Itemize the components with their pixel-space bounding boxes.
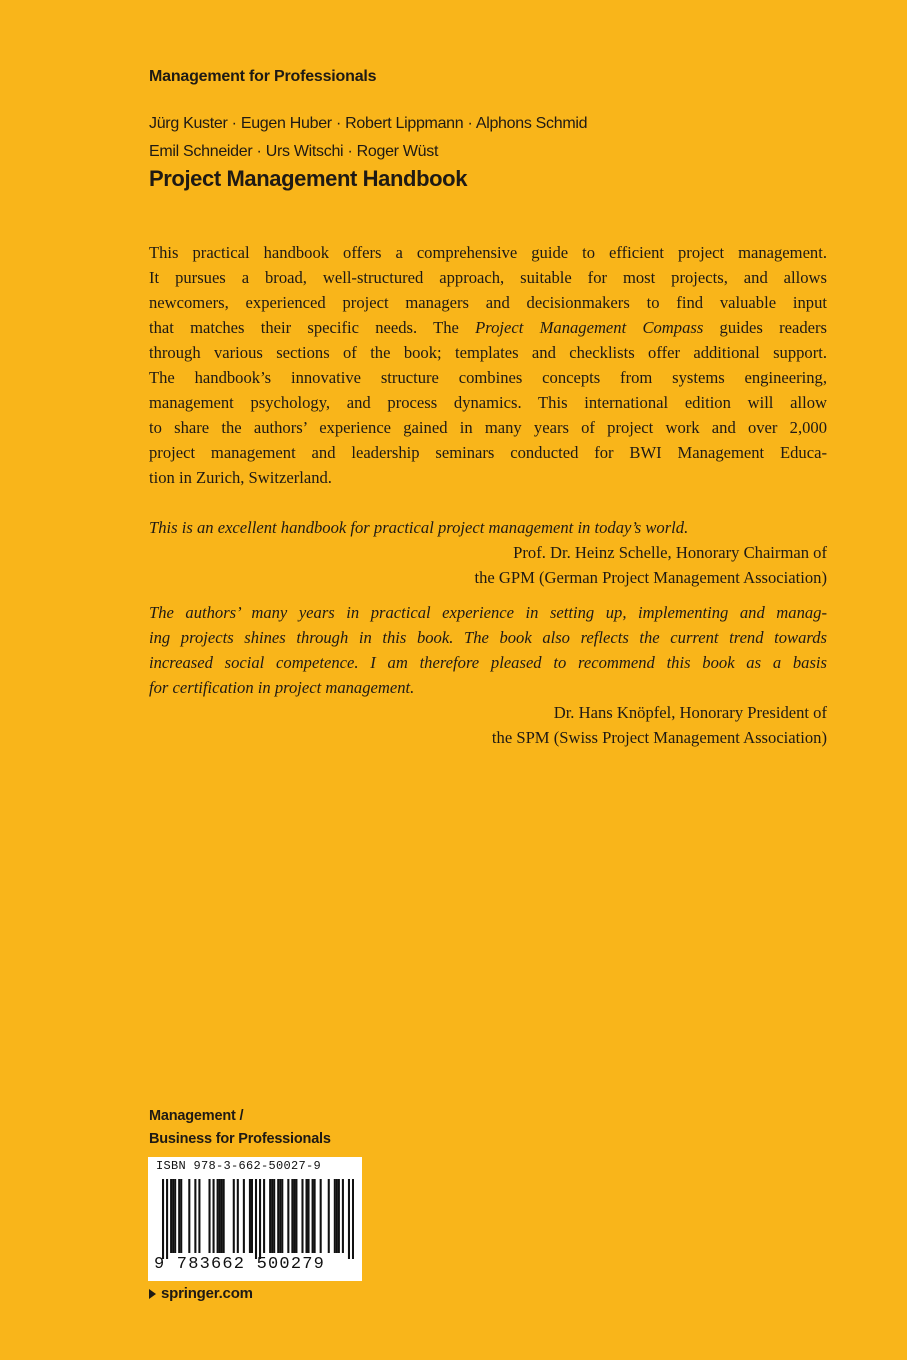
barcode-bar (243, 1179, 245, 1253)
barcode-bar (233, 1179, 235, 1253)
desc-line: It pursues a broad, well-structured approach, suitable for most projects, and allows (149, 268, 827, 287)
barcode-bar (180, 1179, 182, 1253)
desc-line (149, 315, 827, 340)
barcode-bar (166, 1179, 168, 1259)
barcode-bar (279, 1179, 281, 1253)
desc-line: This practical handbook offers a comprehensive guide to efficient project management. (149, 243, 827, 262)
isbn-label: ISBN 978-3-662-50027-9 (156, 1159, 322, 1173)
book-title: Project Management Handbook (149, 166, 468, 191)
quote-text (149, 600, 827, 700)
barcode-bar (219, 1179, 221, 1253)
barcode-bar (271, 1179, 273, 1253)
isbn-barcode (148, 1157, 362, 1281)
desc-line: to share the authors’ experience gained in many years of project work and over 2,000 (149, 418, 827, 437)
quote-attribution: Prof. Dr. Heinz Schelle, Honorary Chairman of (513, 543, 827, 562)
series-name: Management for Professionals (149, 68, 377, 85)
quote-attribution: the SPM (Swiss Project Management Association) (491, 728, 827, 747)
desc-line: project management and leadership seminars conducted for BWI Management Educa- (149, 443, 827, 462)
barcode-bar (188, 1179, 190, 1253)
barcode-bar (308, 1179, 310, 1253)
barcode-bar (255, 1179, 257, 1259)
book-description (149, 240, 827, 490)
barcode-bar (259, 1179, 261, 1259)
barcode-bar (223, 1179, 225, 1253)
barcode-digits: 9 783662 500279 (154, 1255, 326, 1274)
quote-text (149, 515, 827, 540)
barcode-bar (312, 1179, 314, 1253)
barcode-bar (277, 1179, 279, 1253)
barcode-bar (269, 1179, 271, 1253)
barcode-bar (352, 1179, 354, 1259)
barcode-bar (237, 1179, 239, 1253)
desc-line: management psychology, and process dynamics. This international edition will allow (149, 393, 827, 412)
barcode-bar (291, 1179, 293, 1253)
quote-line: increased social competence. I am therefore pleased to recommend this book as a basis (149, 653, 827, 672)
barcode-bar (198, 1179, 200, 1253)
authors-line-1: Jürg Kuster · Eugen Huber · Robert Lippmann · Alphons Schmid (149, 115, 588, 132)
barcode-bar (162, 1179, 164, 1259)
barcode-bar (348, 1179, 350, 1259)
desc-line: newcomers, experienced project managers and decisionmakers to find valuable input (149, 293, 827, 312)
quote-line: The authors’ many years in practical experience in setting up, implementing and manag- (149, 603, 827, 622)
compass-term: Project Management Compass (475, 318, 704, 337)
barcode-bar (338, 1179, 340, 1253)
barcode-bar (194, 1179, 196, 1253)
review-quote (149, 600, 827, 750)
barcode-bar (342, 1179, 344, 1253)
triangle-right-icon (149, 1289, 156, 1299)
desc-text: guides readers (703, 318, 827, 337)
barcode-bar (334, 1179, 336, 1253)
desc-line: The handbook’s innovative structure combines concepts from systems engineering, (149, 368, 827, 387)
barcode-bar (174, 1179, 176, 1253)
barcode-bar (213, 1179, 215, 1253)
quote-attribution: Dr. Hans Knöpfel, Honorary President of (553, 703, 827, 722)
publisher-url: springer.com (161, 1285, 253, 1302)
barcode-bar (208, 1179, 210, 1253)
barcode-bar (305, 1179, 307, 1253)
subject-category (149, 1105, 331, 1151)
desc-line: tion in Zurich, Switzerland. (149, 468, 332, 487)
authors-line-2: Emil Schneider · Urs Witschi · Roger Wüst (149, 143, 439, 160)
barcode-bars-icon (162, 1179, 354, 1259)
barcode-bar (221, 1179, 223, 1253)
barcode-bar (295, 1179, 297, 1253)
barcode-bar (293, 1179, 295, 1253)
barcode-bar (172, 1179, 174, 1253)
barcode-bar (178, 1179, 180, 1253)
category-line-1: Management / (149, 1108, 244, 1124)
barcode-bar (301, 1179, 303, 1253)
review-quote (149, 515, 827, 590)
barcode-bar (249, 1179, 251, 1253)
publisher-link[interactable] (149, 1285, 253, 1302)
barcode-bar (217, 1179, 219, 1253)
barcode-bar (170, 1179, 172, 1253)
quote-line: This is an excellent handbook for practical project management in today’s world. (149, 518, 689, 537)
desc-line: through various sections of the book; templates and checklists offer additional support. (149, 343, 827, 362)
barcode-bar (314, 1179, 316, 1253)
barcode-bar (320, 1179, 322, 1253)
barcode-bar (281, 1179, 283, 1253)
barcode-bar (263, 1179, 265, 1253)
desc-text: that matches their specific needs. The (149, 318, 476, 337)
category-line-2: Business for Professionals (149, 1131, 331, 1147)
author-list (149, 110, 587, 166)
quote-line: ing projects shines through in this book. The book also reflects the current trend towards (149, 628, 827, 647)
barcode-bar (273, 1179, 275, 1253)
quote-line: for certification in project management. (149, 678, 415, 697)
quote-attribution: the GPM (German Project Management Association) (474, 568, 827, 587)
barcode-bar (287, 1179, 289, 1253)
barcode-bar (336, 1179, 338, 1253)
barcode-bar (251, 1179, 253, 1253)
barcode-bar (328, 1179, 330, 1253)
